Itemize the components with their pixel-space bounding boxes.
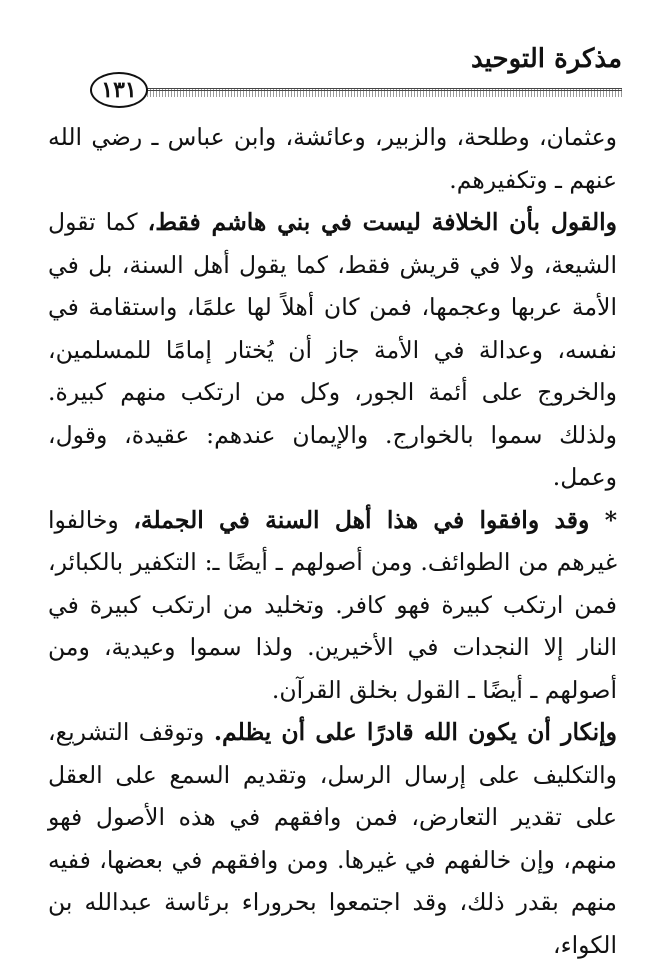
page-header xyxy=(52,40,622,104)
running-title: مذكرة التوحيد xyxy=(471,44,622,74)
body-text xyxy=(48,116,617,966)
paragraph-lead: والقول بأن الخلافة ليست في بني هاشم فقط، xyxy=(147,208,617,236)
header-rule xyxy=(144,88,622,97)
paragraph-text: كما تقول الشيعة، ولا في قريش فقط، كما يقول أهل السنة، بل في الأمة عربها وعجمها، فمن كان أهلاً لها علمًا، واستقامة في نفسه، وعدالة في الأمة جاز أن يُختار إمامًا للمسلمين، والخروج على أئمة الجور، وكل من ارتكب منهم كبيرة. ولذلك سموا بالخوارج. والإيمان عندهم: عقيدة، وقول، وعمل. xyxy=(48,208,617,491)
paragraph-text: وعثمان، وطلحة، والزبير، وعائشة، وابن عباس ـ رضي الله عنهم ـ وتكفيرهم. xyxy=(48,123,617,194)
paragraph xyxy=(48,116,617,201)
paragraph-lead: وإنكار أن يكون الله قادرًا على أن يظلم. xyxy=(213,718,617,746)
paragraph xyxy=(48,499,617,712)
paragraph xyxy=(48,201,617,499)
paragraph-text: وتوقف التشريع، والتكليف على إرسال الرسل، وتقديم السمع على العقل على تقدير التعارض، فمن وافقهم في هذه الأصول فهو منهم، وإن خالفهم في غيرها. ومن وافقهم في بعضها، ففيه منهم بقدر ذلك، وقد اجتمعوا بحروراء برئاسة عبدالله بن الكواء، xyxy=(48,718,617,959)
paragraph-lead: * وقد وافقوا في هذا أهل السنة في الجملة، xyxy=(133,505,617,534)
page-number: ١٣١ xyxy=(90,72,148,108)
paragraph xyxy=(48,711,617,966)
paragraph-text: وخالفوا غيرهم من الطوائف. ومن أصولهم ـ أيضًا ـ: التكفير بالكبائر، فمن ارتكب كبيرة فهو كافر. وتخليد من ارتكب كبيرة في النار إلا النجدات في الأخيرين. ولذا سموا وعيدية، ومن أصولهم ـ أيضًا ـ القول بخلق القرآن. xyxy=(48,505,617,704)
